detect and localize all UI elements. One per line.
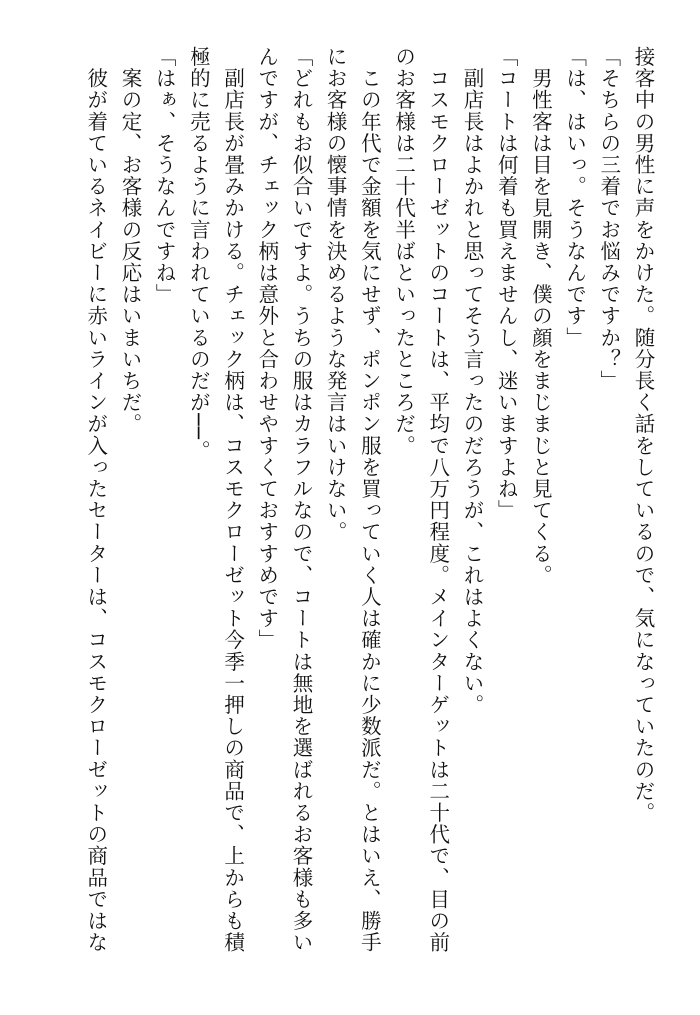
text-line-10: にお客様の懐事情を決めるような発言はいけない。 — [323, 46, 348, 543]
text-line-3: 「は、はいっ。そうなんです」 — [562, 46, 587, 349]
text-line-12: んですが、チェック柄は意外と合わせやすくておすすめです」 — [254, 46, 279, 651]
text-line-16: 案の定、お客様の反応はいまいちだ。 — [117, 46, 142, 435]
text-line-2: 「そちらの三着でお悩みですか？」 — [596, 46, 621, 392]
vertical-text-block — [79, 46, 660, 976]
text-line-14: 極的に売るように言われているのだが──。 — [186, 46, 211, 462]
text-line-7: コスモクローゼットのコートは、平均で八万円程度。メインターゲットは二十代で、目の前 — [425, 46, 450, 954]
text-line-11: 「どれもお似合いですよ。うちの服はカラフルなので、コートは無地を選ばれるお客様も多い — [288, 46, 313, 954]
text-line-4: 男性客は目を見開き、僕の顔をまじまじと見てくる。 — [528, 46, 553, 586]
text-line-13: 副店長が畳みかける。チェック柄は、コスモクローゼット今季一押しの商品で、上からも積 — [220, 46, 245, 954]
text-line-8: のお客様は二十代半ばといったところだ。 — [391, 46, 416, 457]
text-line-5: 「コートは何着も買えませんし、迷いますよね」 — [494, 46, 519, 522]
text-line-15: 「はぁ、そうなんですね」 — [152, 46, 177, 306]
text-line-9: この年代で金額を気にせず、ポンポン服を買っていく人は確かに少数派だ。とはいえ、勝手 — [357, 46, 382, 954]
text-line-6: 副店長はよかれと思ってそう言ったのだろうが、これはよくない。 — [459, 46, 484, 716]
text-line-1: 接客中の男性に声をかけた。随分長く話をしているので、気になっていたのだ。 — [631, 46, 655, 824]
text-line-17: 彼が着ているネイビーに赤いラインが入ったセーターは、コスモクローゼットの商品ではな — [83, 46, 108, 954]
